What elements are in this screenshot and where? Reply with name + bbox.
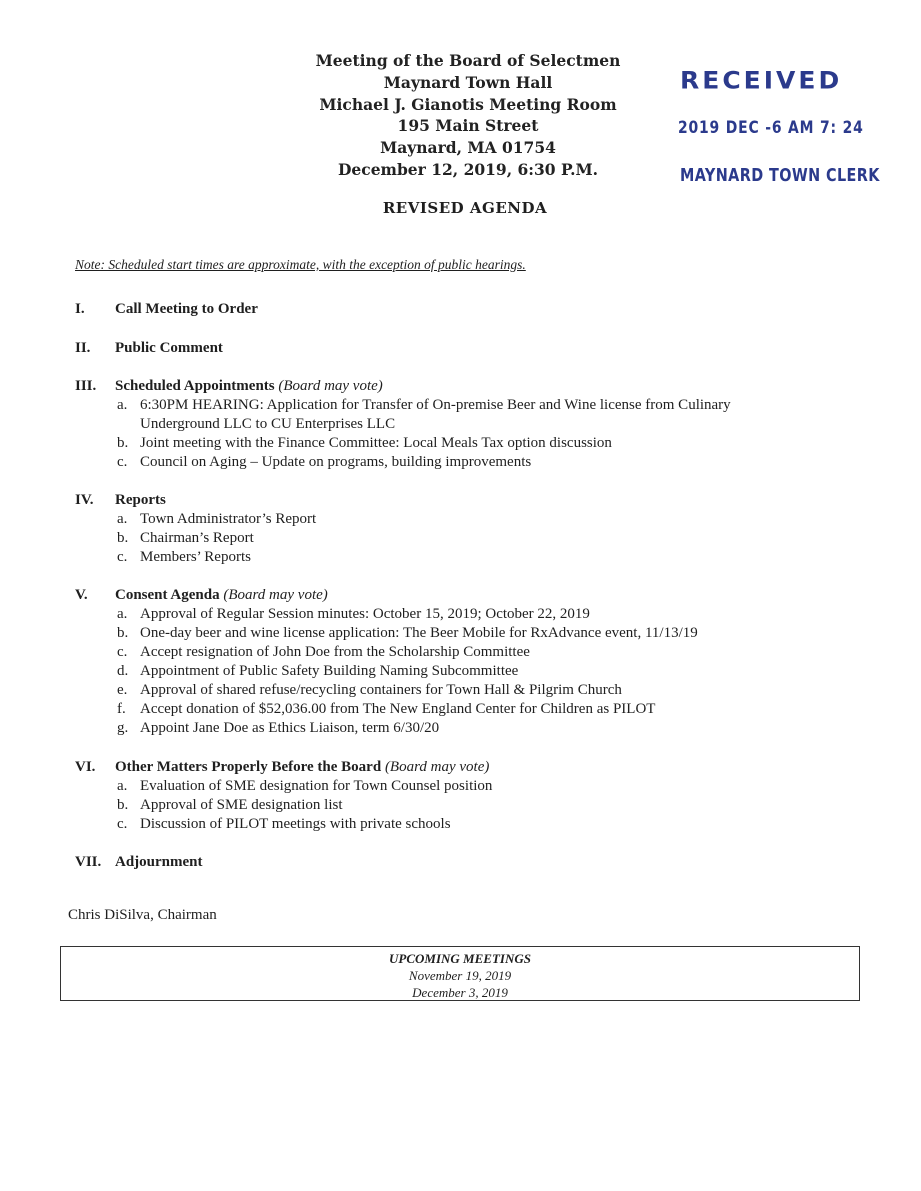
list-item: b. Approval of SME designation list <box>117 797 343 813</box>
upcoming-meetings-box <box>60 946 860 1001</box>
agenda-note: Note: Scheduled start times are approximate, with the exception of public hearings. <box>75 257 526 272</box>
section-title: Scheduled Appointments <box>115 378 275 394</box>
list-item: b. One-day beer and wine license application: The Beer Mobile for RxAdvance event, 11/13/19 <box>117 625 698 641</box>
section-title: Public Comment <box>115 340 223 356</box>
list-item: d. Appointment of Public Safety Building Naming Subcommittee <box>117 663 519 679</box>
agenda-title: REVISED AGENDA <box>382 199 548 217</box>
section-vote-note: (Board may vote) <box>384 759 490 775</box>
section-reports <box>75 490 835 567</box>
meeting-header <box>290 50 646 181</box>
item-list <box>75 396 835 472</box>
section-adjournment <box>75 852 835 872</box>
item-list <box>75 605 835 738</box>
list-item: a. Approval of Regular Session minutes: October 15, 2019; October 22, 2019 <box>117 606 590 622</box>
item-list <box>75 510 835 567</box>
section-other-matters <box>75 757 835 834</box>
section-number: IV. <box>75 492 94 508</box>
section-number: VII. <box>75 854 102 870</box>
list-item: a. Town Administrator’s Report <box>117 511 317 527</box>
section-number: V. <box>75 587 88 603</box>
section-title: Consent Agenda <box>115 587 220 603</box>
section-title: Other Matters Properly Before the Board <box>115 759 382 775</box>
section-public-comment <box>75 338 835 358</box>
section-number: VI. <box>75 759 96 775</box>
list-item: a. 6:30PM HEARING: Application for Transfer of On-premise Beer and Wine license from Culinary Underground LLC to CU Enterprises LLC <box>117 397 731 432</box>
section-title: Call Meeting to Order <box>115 301 258 317</box>
section-consent-agenda <box>75 585 835 738</box>
received-stamp-date: 2019 DEC -6 AM 7: 24 <box>678 118 864 138</box>
list-item: c. Discussion of PILOT meetings with private schools <box>117 816 451 832</box>
chairman-signature: Chris DiSilva, Chairman <box>68 907 217 923</box>
upcoming-meetings-title: UPCOMING MEETINGS <box>389 951 531 966</box>
header-line: Maynard Town Hall <box>383 72 553 92</box>
list-item: a. Evaluation of SME designation for Town Counsel position <box>117 778 493 794</box>
section-number: I. <box>75 301 85 317</box>
header-line: Maynard, MA 01754 <box>380 138 556 158</box>
header-line: 195 Main Street <box>397 116 539 136</box>
upcoming-meeting-date: November 19, 2019 <box>408 968 512 983</box>
section-scheduled-appointments <box>75 376 835 472</box>
header-line: Meeting of the Board of Selectmen <box>315 51 621 70</box>
section-number: II. <box>75 340 91 356</box>
list-item: b. Joint meeting with the Finance Committee: Local Meals Tax option discussion <box>117 435 612 451</box>
section-vote-note: (Board may vote) <box>278 378 383 394</box>
list-item: f. Accept donation of $52,036.00 from The New England Center for Children as PILOT <box>117 701 656 717</box>
list-item: c. Council on Aging – Update on programs, building improvements <box>117 454 532 470</box>
list-item: c. Members’ Reports <box>117 549 251 565</box>
upcoming-meeting-date: December 3, 2019 <box>412 985 508 1000</box>
list-item: c. Accept resignation of John Doe from the Scholarship Committee <box>117 644 530 660</box>
received-stamp-clerk: MAYNARD TOWN CLERK <box>680 165 880 186</box>
section-title: Adjournment <box>115 854 203 870</box>
section-title: Reports <box>115 492 166 508</box>
section-vote-note: (Board may vote) <box>223 587 328 603</box>
list-item: g. Appoint Jane Doe as Ethics Liaison, term 6/30/20 <box>117 720 440 736</box>
section-call-to-order <box>75 299 835 319</box>
header-line: December 12, 2019, 6:30 P.M. <box>337 159 599 179</box>
header-line: Michael J. Gianotis Meeting Room <box>319 94 617 114</box>
list-item: e. Approval of shared refuse/recycling containers for Town Hall & Pilgrim Church <box>117 682 622 698</box>
received-stamp: RECEIVED <box>680 66 843 95</box>
list-item: b. Chairman’s Report <box>117 530 254 546</box>
section-number: III. <box>75 378 97 394</box>
item-list <box>75 777 835 834</box>
